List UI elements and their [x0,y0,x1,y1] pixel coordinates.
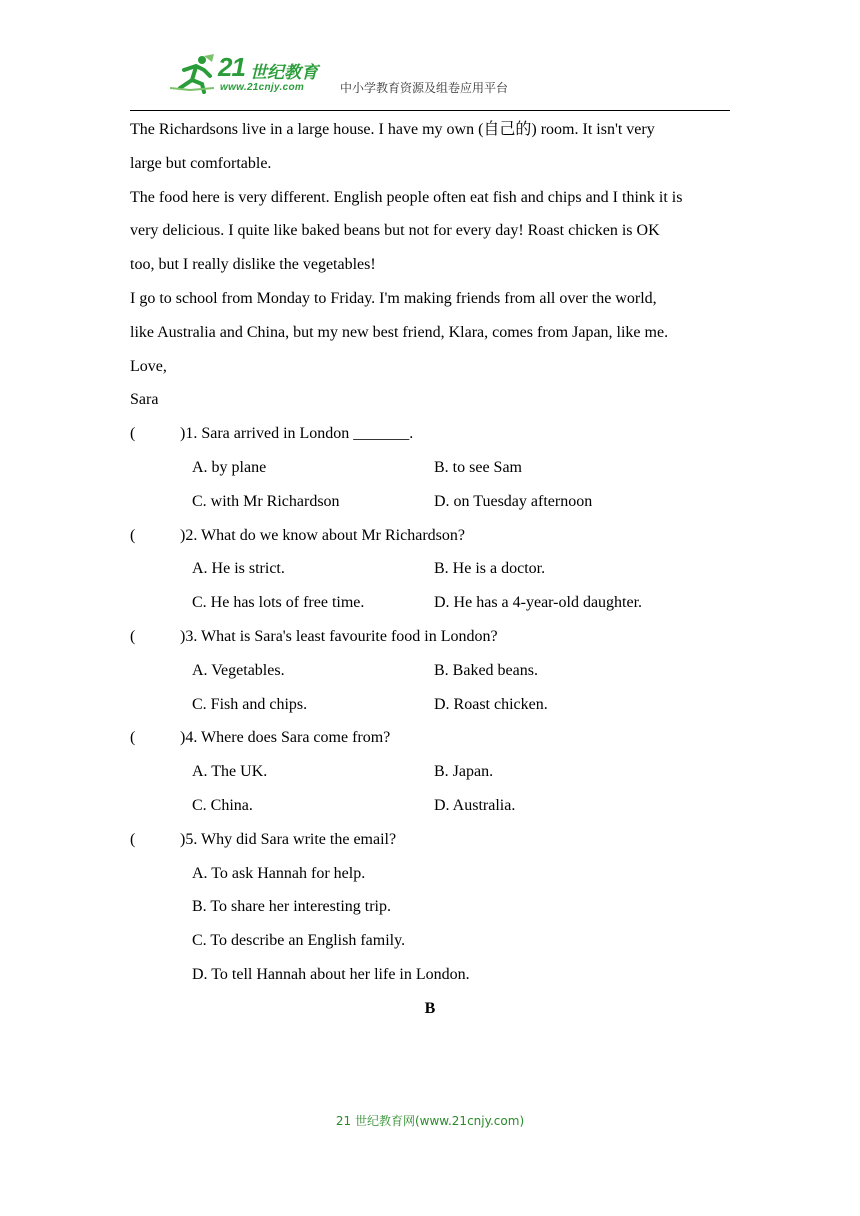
passage-line: large but comfortable. [130,154,272,172]
answer-blank: ( [130,425,136,443]
option-c: C. He has lots of free time. [192,594,365,612]
question-text: )5. Why did Sara write the email? [180,830,397,848]
letter-closing: Love, [130,357,167,375]
site-logo [170,52,330,94]
passage-line: The Richardsons live in a large house. I have my own (自己的) room. It isn't very [130,121,655,138]
section-heading: B [424,999,436,1017]
answer-blank: ( [130,830,136,848]
document-body [130,113,740,1026]
running-person-icon [170,54,220,94]
option-b: B. Baked beans. [434,661,538,679]
passage-line: I go to school from Monday to Friday. I'm making friends from all over the world, [130,289,657,307]
options-row [130,485,740,519]
question-text: )2. What do we know about Mr Richardson? [180,526,465,544]
answer-blank: ( [130,729,136,747]
question-text: )1. Sara arrived in London _______. [180,425,414,443]
options-row [130,789,740,823]
passage-line: The food here is very different. English people often eat fish and chips and I think it is [130,188,683,206]
passage-line: too, but I really dislike the vegetables! [130,256,376,274]
options-row [130,586,740,620]
option-d: D. Roast chicken. [434,695,548,713]
header-tagline: 中小学教育资源及组卷应用平台 [340,81,509,95]
options-row [130,654,740,688]
header-divider [130,110,730,111]
question-1 [130,417,740,451]
options-row [130,451,740,485]
option-d: D. Australia. [434,796,516,814]
logo-text: 世纪教育 [250,63,318,83]
question-4 [130,721,740,755]
options-row [130,755,740,789]
passage-line: very delicious. I quite like baked beans but not for every day! Roast chicken is OK [130,222,660,240]
answer-blank: ( [130,627,136,645]
page-footer: 21 世纪教育网(www.21cnjy.com) [335,1114,525,1128]
option-b: B. to see Sam [434,458,522,476]
logo-number: 21 [218,52,245,82]
option-c: C. with Mr Richardson [192,492,340,510]
question-3 [130,620,740,654]
option-c: C. To describe an English family. [192,932,406,950]
option-a: A. The UK. [192,763,268,781]
question-5 [130,823,740,857]
option-b: B. He is a doctor. [434,560,546,578]
options-row [130,552,740,586]
option-b: B. To share her interesting trip. [192,898,391,916]
option-a: A. He is strict. [192,560,285,578]
options-row [130,688,740,722]
letter-signature: Sara [130,391,159,409]
option-a: A. Vegetables. [192,661,285,679]
answer-blank: ( [130,526,136,544]
option-d: D. To tell Hannah about her life in London. [192,965,470,983]
option-a: A. by plane [192,458,267,476]
passage-line: like Australia and China, but my new best friend, Klara, comes from Japan, like me. [130,323,669,341]
page-header [130,48,730,111]
option-b: B. Japan. [434,763,494,781]
option-c: C. Fish and chips. [192,695,308,713]
option-d: D. He has a 4-year-old daughter. [434,594,643,612]
option-c: C. China. [192,796,253,814]
question-text: )3. What is Sara's least favourite food in London? [180,627,498,645]
question-text: )4. Where does Sara come from? [180,729,391,747]
option-d: D. on Tuesday afternoon [434,492,593,510]
option-a: A. To ask Hannah for help. [192,864,366,882]
question-2 [130,519,740,553]
logo-url: www.21cnjy.com [220,82,305,93]
